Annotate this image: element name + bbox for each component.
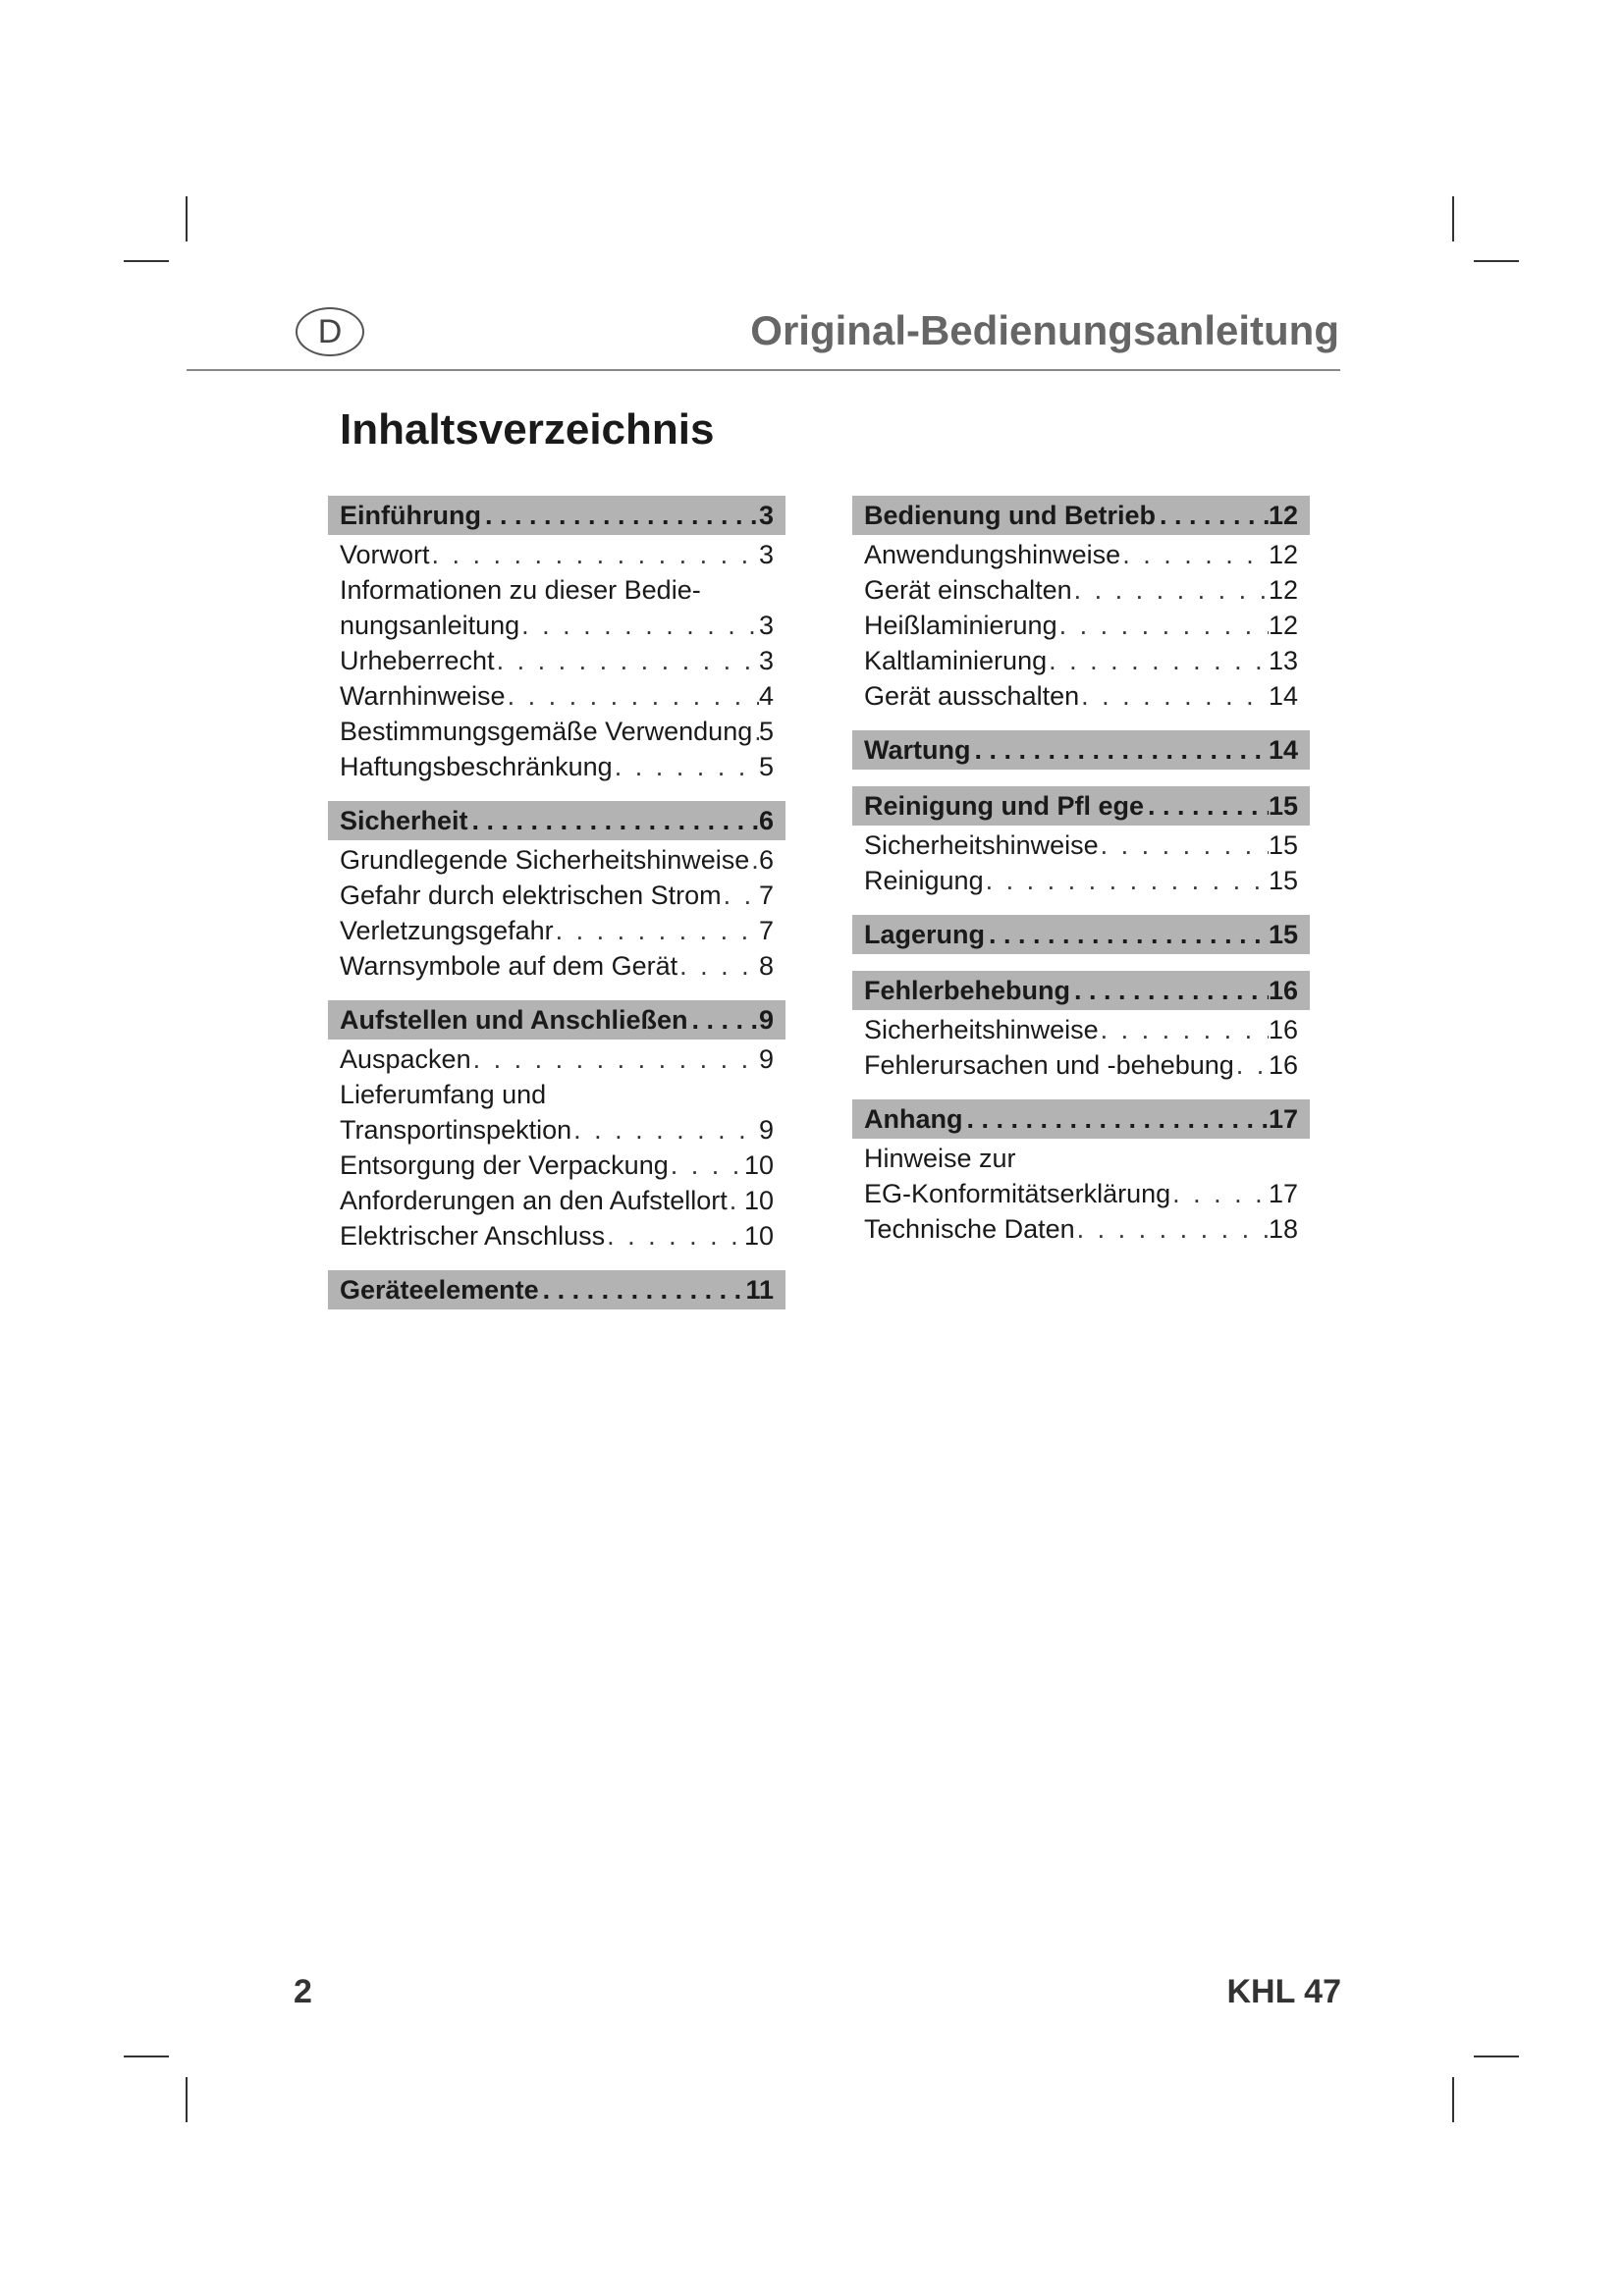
dot-leader [1234,1047,1269,1083]
toc-section-heading[interactable] [852,971,1310,1010]
toc-section-heading[interactable] [852,730,1310,770]
dot-leader [495,643,759,678]
toc-section-heading[interactable] [328,801,785,840]
toc-entry[interactable] [852,1211,1310,1247]
dot-leader [571,1112,759,1148]
section-page: 15 [1268,919,1298,949]
entry-title: Elektrischer Anschluss [340,1221,606,1251]
toc-entry[interactable] [328,643,785,678]
dot-leader [669,1148,744,1183]
toc-heading: Inhaltsverzeichnis [340,405,715,454]
toc-entry[interactable] [852,863,1310,898]
section-page: 17 [1268,1103,1298,1134]
entry-page: 10 [743,1150,774,1180]
entry-title: Anforderungen an den Aufstellort [340,1186,728,1215]
toc-column-left [328,496,785,1311]
entry-title: Gefahr durch elektrischen Strom [340,881,722,910]
entry-title-line: Lieferumfang und [340,1080,547,1109]
dot-leader [984,863,1269,898]
toc-entry[interactable] [852,572,1310,608]
header-divider [187,369,1340,371]
toc-entry[interactable] [328,1183,785,1218]
crop-mark [1474,260,1519,262]
section-title: Geräteelemente [340,1274,539,1305]
crop-mark [124,260,169,262]
entry-title: Urheberrecht [340,646,495,675]
toc-entry[interactable] [852,608,1310,643]
section-page: 15 [1268,790,1298,821]
entry-page: 10 [743,1221,774,1251]
dot-leader [728,1183,744,1218]
entry-page: 5 [758,717,774,746]
dot-leader [539,1275,746,1306]
dot-leader [1156,501,1269,531]
toc-entry[interactable] [328,1041,785,1077]
entry-title: Verletzungsgefahr [340,916,554,945]
entry-page: 12 [1268,575,1298,605]
entry-title: Sicherheitshinweise [864,1015,1099,1044]
entry-title: Fehlerursachen und -behebung [864,1050,1234,1080]
dot-leader [677,948,759,984]
section-title: Anhang [864,1103,963,1134]
toc-entry[interactable] [852,537,1310,572]
dot-leader [1099,1012,1269,1047]
entry-page: 6 [758,845,774,875]
section-title: Reinigung und Pfl ege [864,790,1144,821]
entry-page: 12 [1268,611,1298,640]
entry-page: 5 [758,752,774,781]
entry-page: 7 [758,881,774,910]
entry-page: 4 [758,681,774,711]
dot-leader [1144,791,1269,822]
crop-mark [124,2056,169,2057]
entry-title: Warnsymbole auf dem Gerät [340,951,678,981]
toc-section-heading[interactable] [852,915,1310,954]
entry-page: 14 [1268,681,1298,711]
dot-leader [749,842,759,878]
entry-title: Transportinspektion [340,1115,572,1145]
toc-entry[interactable] [328,913,785,948]
section-title: Fehlerbehebung [864,975,1071,1005]
toc-entry[interactable] [852,678,1310,714]
entry-title: Sicherheitshinweise [864,830,1099,860]
section-title: Einführung [340,500,481,530]
toc-entry[interactable] [328,714,785,749]
entry-page: 16 [1268,1015,1298,1044]
entry-title: nungsanleitung [340,611,520,640]
entry-title: EG-Konformitätserklärung [864,1179,1171,1208]
section-page: 12 [1268,500,1298,530]
entry-page: 3 [758,611,774,640]
entry-page: 3 [758,646,774,675]
dot-leader [1099,828,1269,863]
entry-title: Grundlegende Sicherheitshinweise [340,845,750,875]
entry-title: Anwendungshinweise [864,540,1121,569]
toc-entry[interactable] [328,948,785,984]
toc-entry[interactable] [852,828,1310,863]
section-title: Bedienung und Betrieb [864,500,1156,530]
entry-title: Technische Daten [864,1214,1075,1244]
dot-leader [471,1041,759,1077]
entry-page: 13 [1268,646,1298,675]
entry-page: 9 [758,1115,774,1145]
entry-title: Haftungsbeschränkung [340,752,613,781]
toc-entry[interactable] [328,1112,785,1148]
crop-mark [186,196,188,241]
dot-leader [1070,976,1269,1006]
language-badge: D [296,307,364,356]
dot-leader [519,608,759,643]
crop-mark [1474,2056,1519,2057]
dot-leader [481,501,759,531]
dot-leader [688,1005,759,1036]
toc-section-heading[interactable] [328,496,785,535]
entry-page: 15 [1268,866,1298,895]
toc-section-heading[interactable] [328,1270,785,1309]
document-title: Original-Bedienungsanleitung [750,307,1339,353]
section-title: Lagerung [864,919,986,949]
entry-title: Gerät einschalten [864,575,1072,605]
toc-entry[interactable] [328,1218,785,1254]
dot-leader [1079,678,1269,714]
section-page: 11 [745,1274,774,1305]
dot-leader [985,920,1269,950]
toc-section-heading[interactable] [852,496,1310,535]
entry-title-line: Informationen zu dieser Bedie- [340,575,701,605]
dot-leader [613,749,759,784]
entry-page: 12 [1268,540,1298,569]
entry-title-line: Hinweise zur [864,1144,1016,1173]
dot-leader [430,537,759,572]
page-number: 2 [294,1973,312,2010]
toc-entry[interactable] [328,749,785,784]
section-page: 6 [758,805,774,835]
model-name: KHL 47 [1226,1973,1341,2010]
entry-title: Warnhinweise [340,681,506,711]
toc-entry[interactable] [852,643,1310,678]
toc-entry[interactable] [328,678,785,714]
entry-page: 15 [1268,830,1298,860]
dot-leader [1075,1211,1269,1247]
section-title: Aufstellen und Anschließen [340,1004,688,1035]
dot-leader [1057,608,1269,643]
toc-section-heading[interactable] [328,1000,785,1040]
entry-title: Bestimmungsgemäße Verwendung [340,717,753,746]
toc-entry[interactable] [852,1012,1310,1047]
entry-title: Reinigung [864,866,984,895]
section-page: 14 [1268,734,1298,765]
toc-entry[interactable] [328,608,785,643]
dot-leader [970,735,1268,766]
toc-entry[interactable] [328,842,785,878]
section-title: Sicherheit [340,805,468,835]
toc-section-heading[interactable] [852,786,1310,826]
dot-leader [1072,572,1269,608]
section-page: 3 [758,500,774,530]
toc-section-heading[interactable] [852,1099,1310,1139]
dot-leader [468,806,759,836]
toc-entry[interactable] [328,1148,785,1183]
entry-page: 10 [743,1186,774,1215]
dot-leader [1120,537,1269,572]
section-page: 16 [1268,975,1298,1005]
entry-title: Gerät ausschalten [864,681,1080,711]
crop-mark [1452,2077,1454,2122]
toc-entry[interactable] [328,878,785,913]
crop-mark [186,2077,188,2122]
dot-leader [752,714,759,749]
entry-title: Entsorgung der Verpackung [340,1150,669,1180]
entry-title: Vorwort [340,540,430,569]
dot-leader [722,878,759,913]
dot-leader [963,1104,1269,1135]
entry-page: 18 [1268,1214,1298,1244]
toc-column-right [852,496,1310,1247]
entry-page: 16 [1268,1050,1298,1080]
entry-page: 3 [758,540,774,569]
toc-entry[interactable] [328,537,785,572]
dot-leader [1170,1176,1269,1211]
entry-title: Kaltlaminierung [864,646,1048,675]
entry-page: 8 [758,951,774,981]
dot-leader [605,1218,744,1254]
dot-leader [506,678,759,714]
section-title: Wartung [864,734,971,765]
dot-leader [554,913,759,948]
entry-title: Heißlaminierung [864,611,1057,640]
entry-title: Auspacken [340,1044,471,1074]
entry-page: 17 [1268,1179,1298,1208]
section-page: 9 [758,1004,774,1035]
crop-mark [1452,196,1454,241]
toc-entry[interactable] [852,1176,1310,1211]
entry-page: 7 [758,916,774,945]
entry-page: 9 [758,1044,774,1074]
dot-leader [1047,643,1269,678]
toc-entry[interactable] [852,1047,1310,1083]
